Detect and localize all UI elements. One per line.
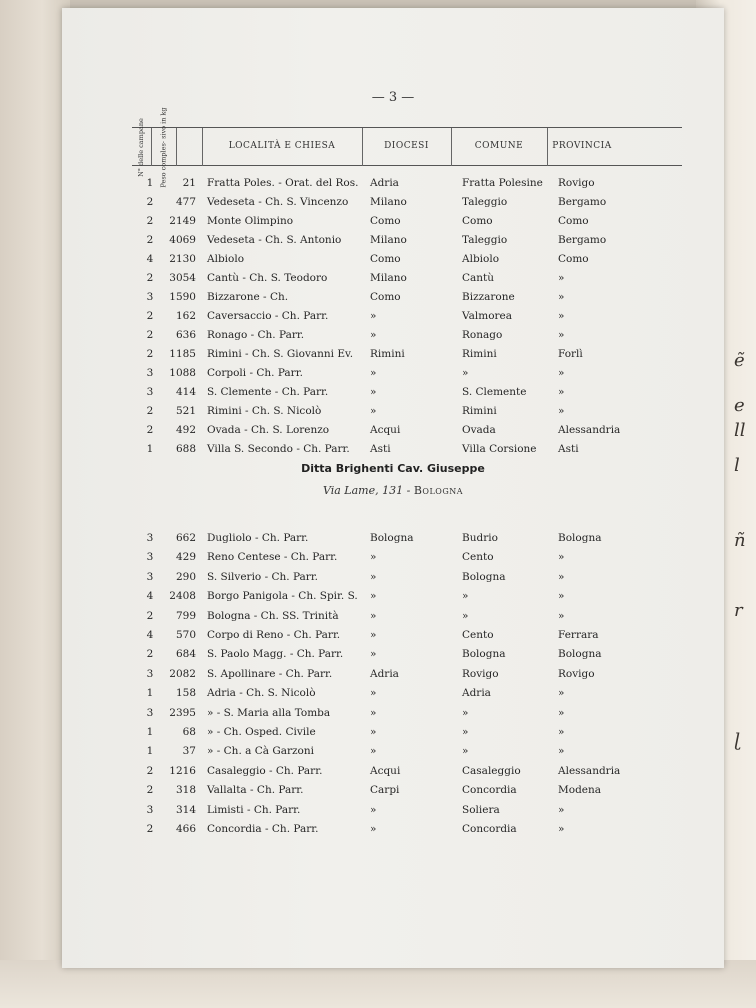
cell-comune: Villa Corsione (462, 443, 537, 455)
cell-n-campane: 2 (146, 648, 154, 661)
cell-n-campane: 2 (146, 215, 154, 227)
cell-diocesi: Milano (370, 196, 407, 208)
cell-provincia: » (558, 291, 565, 303)
cell-localita: Villa S. Secondo - Ch. Parr. (207, 443, 350, 455)
cell-diocesi: Carpi (370, 784, 400, 797)
cell-localita: Reno Centese - Ch. Parr. (207, 551, 338, 564)
cell-diocesi: Acqui (370, 764, 401, 777)
cell-diocesi: » (370, 745, 377, 758)
cell-peso: 162 (175, 310, 196, 322)
cell-n-campane: 2 (146, 609, 154, 622)
table-row (62, 745, 724, 763)
cell-localita: Adria - Ch. S. Nicolò (207, 687, 316, 700)
cell-peso: 2395 (169, 706, 196, 719)
cell-diocesi: » (370, 648, 377, 661)
table-row (62, 234, 724, 252)
cell-n-campane: 2 (146, 764, 154, 777)
address-street: Via Lame, 131 - (322, 484, 411, 497)
cell-peso: 1088 (169, 367, 196, 379)
table-row (62, 648, 724, 666)
header-top-rule (132, 127, 682, 128)
cell-localita: Vedeseta - Ch. S. Antonio (207, 234, 342, 246)
cell-provincia: » (558, 609, 565, 622)
cell-peso: 2130 (169, 253, 196, 265)
cell-comune: Casaleggio (462, 764, 521, 777)
cell-provincia: Como (558, 253, 589, 265)
cell-localita: Bologna - Ch. SS. Trinità (207, 609, 339, 622)
cell-peso: 662 (175, 532, 196, 544)
cell-localita: Cantù - Ch. S. Teodoro (207, 272, 328, 284)
address-city: Bologna (413, 484, 464, 497)
cell-comune: Soliera (462, 803, 500, 816)
cell-comune: Budrio (462, 532, 498, 544)
cell-localita: Corpo di Reno - Ch. Parr. (207, 629, 341, 641)
cell-n-campane: 2 (146, 329, 154, 341)
cell-diocesi: » (370, 803, 377, 816)
cell-provincia: Bergamo (558, 196, 607, 208)
cell-peso: 2408 (169, 590, 196, 603)
cell-n-campane: 3 (146, 706, 154, 719)
table-row (62, 823, 724, 841)
cell-localita: Rimini - Ch. S. Giovanni Ev. (207, 348, 354, 360)
cell-diocesi: » (370, 386, 377, 398)
cell-comune: Taleggio (462, 196, 508, 208)
cell-peso: 429 (175, 551, 196, 564)
cell-peso: 1590 (169, 291, 196, 303)
cell-comune: Cantù (462, 272, 495, 284)
cell-comune: S. Clemente (462, 386, 527, 398)
table-row (62, 765, 724, 783)
header-diocesi: DIOCESI (384, 141, 429, 151)
cell-localita: S. Apollinare - Ch. Parr. (207, 667, 333, 680)
cell-localita: Bizzarone - Ch. (207, 291, 289, 303)
cell-comune: » (462, 726, 469, 738)
header-provincia: PROVINCIA (552, 141, 612, 151)
cell-comune: Cento (462, 551, 494, 564)
handwriting-fragment: ñ (734, 530, 746, 551)
cell-diocesi: » (370, 570, 377, 583)
cell-provincia: Ferrara (558, 629, 599, 641)
cell-localita: Ronago - Ch. Parr. (207, 329, 305, 341)
cell-diocesi: » (370, 823, 377, 835)
cell-diocesi: » (370, 367, 377, 379)
cell-localita: Vedeseta - Ch. S. Vincenzo (207, 196, 349, 208)
handwriting-fragment: ɭ (734, 730, 741, 751)
table-row (62, 668, 724, 686)
table-row (62, 367, 724, 385)
cell-provincia: Como (558, 215, 589, 227)
cell-localita: S. Paolo Magg. - Ch. Parr. (207, 648, 344, 661)
cell-peso: 466 (175, 823, 196, 835)
cell-peso: 290 (175, 570, 196, 583)
cell-comune: Como (462, 215, 493, 227)
cell-n-campane: 1 (146, 745, 154, 758)
table-row (62, 571, 724, 589)
cell-n-campane: 4 (146, 629, 154, 641)
cell-n-campane: 2 (146, 823, 154, 835)
cell-localita: Limisti - Ch. Parr. (207, 803, 301, 816)
cell-n-campane: 2 (146, 310, 154, 322)
table-row (62, 405, 724, 423)
cell-comune: » (462, 745, 469, 758)
handwriting-fragment: e (734, 395, 745, 416)
table-row (62, 196, 724, 214)
cell-comune: Concordia (462, 823, 517, 835)
cell-n-campane: 3 (146, 367, 154, 379)
cell-diocesi: Rimini (370, 348, 405, 360)
cell-peso: 492 (175, 424, 196, 436)
cell-diocesi: » (370, 706, 377, 719)
cell-provincia: Alessandria (558, 424, 621, 436)
cell-n-campane: 2 (146, 405, 154, 417)
cell-localita: S. Silverio - Ch. Parr. (207, 570, 319, 583)
cell-peso: 684 (175, 648, 196, 661)
cell-diocesi: Milano (370, 234, 407, 246)
cell-localita: Borgo Panigola - Ch. Spir. S. (207, 590, 358, 603)
cell-provincia: » (558, 687, 565, 700)
cell-localita: Monte Olimpino (207, 215, 294, 227)
cell-provincia: Modena (558, 784, 602, 797)
cell-peso: 2082 (169, 667, 196, 680)
cell-provincia: Bologna (558, 532, 602, 544)
cell-comune: Ovada (462, 424, 496, 436)
cell-comune: Rovigo (462, 667, 499, 680)
header-localita: LOCALITÀ E CHIESA (228, 141, 336, 151)
cell-localita: Fratta Poles. - Orat. del Ros. (207, 177, 359, 189)
cell-localita: Rimini - Ch. S. Nicolò (207, 405, 322, 417)
cell-diocesi: » (370, 551, 377, 564)
cell-diocesi: Como (370, 253, 401, 265)
cell-peso: 3054 (169, 272, 196, 284)
cell-comune: Bizzarone (462, 291, 515, 303)
cell-comune: Rimini (462, 405, 497, 417)
cell-peso: 158 (175, 687, 196, 700)
cell-localita: Vallalta - Ch. Parr. (207, 784, 304, 797)
cell-localita: Corpoli - Ch. Parr. (207, 367, 303, 379)
header-divider (176, 128, 177, 166)
cell-n-campane: 3 (146, 386, 154, 398)
header-comune: COMUNE (474, 141, 524, 151)
cell-localita: » - Ch. a Cà Garzoni (207, 745, 314, 758)
cell-n-campane: 2 (146, 272, 154, 284)
table-row (62, 253, 724, 271)
cell-diocesi: Bologna (370, 532, 414, 544)
cell-n-campane: 1 (146, 687, 154, 700)
cell-peso: 37 (182, 745, 196, 758)
cell-comune: Albiolo (462, 253, 500, 265)
table-row (62, 424, 724, 442)
table-row (62, 310, 724, 328)
table-row (62, 629, 724, 647)
cell-provincia: » (558, 823, 565, 835)
cell-n-campane: 3 (146, 291, 154, 303)
cell-localita: Casaleggio - Ch. Parr. (207, 764, 323, 777)
handwriting-fragment: r (734, 600, 743, 621)
cell-diocesi: » (370, 726, 377, 738)
cell-provincia: » (558, 386, 565, 398)
cell-comune: Concordia (462, 784, 517, 797)
cell-n-campane: 4 (146, 253, 154, 265)
cell-diocesi: » (370, 629, 377, 641)
cell-peso: 4069 (169, 234, 196, 246)
cell-peso: 636 (175, 329, 196, 341)
cell-comune: Rimini (462, 348, 497, 360)
cell-localita: Albiolo (207, 253, 245, 265)
cell-comune: Bologna (462, 570, 506, 583)
cell-provincia: Rovigo (558, 667, 595, 680)
table-row (62, 726, 724, 744)
cell-n-campane: 2 (146, 424, 154, 436)
cell-provincia: » (558, 803, 565, 816)
table-row (62, 551, 724, 569)
cell-provincia: » (558, 367, 565, 379)
cell-n-campane: 1 (146, 726, 154, 738)
cell-provincia: Forlì (558, 348, 583, 360)
header-n-campane: N° delle campane (137, 117, 145, 177)
table-row (62, 348, 724, 366)
cell-provincia: » (558, 570, 565, 583)
header-bottom-rule (132, 165, 682, 166)
cell-diocesi: » (370, 590, 377, 603)
cell-peso: 314 (175, 803, 196, 816)
cell-provincia: » (558, 405, 565, 417)
cell-peso: 799 (175, 609, 196, 622)
cell-localita: Ovada - Ch. S. Lorenzo (207, 424, 330, 436)
cell-provincia: Rovigo (558, 177, 595, 189)
cell-peso: 318 (175, 784, 196, 797)
cell-peso: 477 (175, 196, 196, 208)
cell-localita: Caversaccio - Ch. Parr. (207, 310, 329, 322)
table-row (62, 687, 724, 705)
cell-peso: 688 (175, 443, 196, 455)
table-row (62, 590, 724, 608)
cell-provincia: » (558, 329, 565, 341)
cell-provincia: Asti (558, 443, 579, 455)
cell-provincia: » (558, 272, 565, 284)
cell-comune: Bologna (462, 648, 506, 661)
cell-n-campane: 4 (146, 590, 154, 603)
handwriting-fragment: ẽ (734, 350, 745, 371)
handwriting-fragment: l (734, 455, 740, 476)
cell-diocesi: » (370, 687, 377, 700)
section-address (62, 484, 724, 497)
cell-diocesi: Acqui (370, 424, 401, 436)
cell-comune: » (462, 590, 469, 603)
cell-comune: Fratta Polesine (462, 177, 543, 189)
cell-comune: Adria (462, 687, 491, 700)
cell-diocesi: Adria (370, 177, 399, 189)
cell-comune: Ronago (462, 329, 503, 341)
cell-localita: » - Ch. Osped. Civile (207, 726, 316, 738)
cell-n-campane: 2 (146, 196, 154, 208)
cell-provincia: Alessandria (558, 764, 621, 777)
cell-diocesi: Adria (370, 667, 399, 680)
cell-peso: 21 (182, 177, 196, 189)
cell-comune: Valmorea (462, 310, 513, 322)
cell-diocesi: Como (370, 291, 401, 303)
cell-provincia: » (558, 726, 565, 738)
cell-provincia: » (558, 590, 565, 603)
table-row (62, 443, 724, 461)
cell-peso: 521 (175, 405, 196, 417)
table-row (62, 386, 724, 404)
cell-peso: 414 (175, 386, 196, 398)
cell-peso: 1185 (169, 348, 196, 360)
header-peso: Peso comples- sivo in kg (159, 106, 168, 188)
cell-localita: Dugliolo - Ch. Parr. (207, 532, 309, 544)
cell-diocesi: » (370, 405, 377, 417)
table-row (62, 610, 724, 628)
cell-n-campane: 2 (146, 348, 154, 360)
cell-peso: 2149 (169, 215, 196, 227)
cell-n-campane: 2 (146, 234, 154, 246)
cell-provincia: Bergamo (558, 234, 607, 246)
section-title: Ditta Brighenti Cav. Giuseppe (301, 462, 485, 475)
cell-n-campane: 3 (146, 803, 154, 816)
cell-n-campane: 3 (146, 532, 154, 544)
cell-n-campane: 2 (146, 784, 154, 797)
cell-diocesi: Milano (370, 272, 407, 284)
cell-diocesi: » (370, 329, 377, 341)
page-number: — 3 — (371, 90, 415, 105)
table-row (62, 329, 724, 347)
background-left-paper (0, 0, 70, 1008)
cell-provincia: » (558, 745, 565, 758)
table-row (62, 291, 724, 309)
cell-n-campane: 1 (146, 443, 154, 455)
cell-comune: Taleggio (462, 234, 508, 246)
cell-peso: 1216 (169, 764, 196, 777)
cell-diocesi: Asti (370, 443, 391, 455)
cell-localita: Concordia - Ch. Parr. (207, 823, 319, 835)
cell-n-campane: 3 (146, 570, 154, 583)
cell-provincia: Bologna (558, 648, 602, 661)
cell-comune: » (462, 609, 469, 622)
table-row (62, 784, 724, 802)
table-row (62, 215, 724, 233)
cell-localita: S. Clemente - Ch. Parr. (207, 386, 329, 398)
cell-localita: » - S. Maria alla Tomba (207, 706, 331, 719)
cell-provincia: » (558, 706, 565, 719)
table-row (62, 272, 724, 290)
document-page (62, 8, 724, 968)
cell-n-campane: 3 (146, 551, 154, 564)
cell-diocesi: » (370, 609, 377, 622)
table-row (62, 532, 724, 550)
cell-comune: » (462, 706, 469, 719)
cell-comune: » (462, 367, 469, 379)
cell-n-campane: 3 (146, 667, 154, 680)
table-row (62, 177, 724, 195)
cell-n-campane: 1 (146, 177, 154, 189)
cell-provincia: » (558, 310, 565, 322)
cell-peso: 68 (182, 726, 196, 738)
table-row (62, 804, 724, 822)
cell-peso: 570 (175, 629, 196, 641)
table-row (62, 707, 724, 725)
cell-provincia: » (558, 551, 565, 564)
cell-diocesi: Como (370, 215, 401, 227)
cell-diocesi: » (370, 310, 377, 322)
handwriting-fragment: ll (734, 420, 746, 441)
cell-comune: Cento (462, 629, 494, 641)
